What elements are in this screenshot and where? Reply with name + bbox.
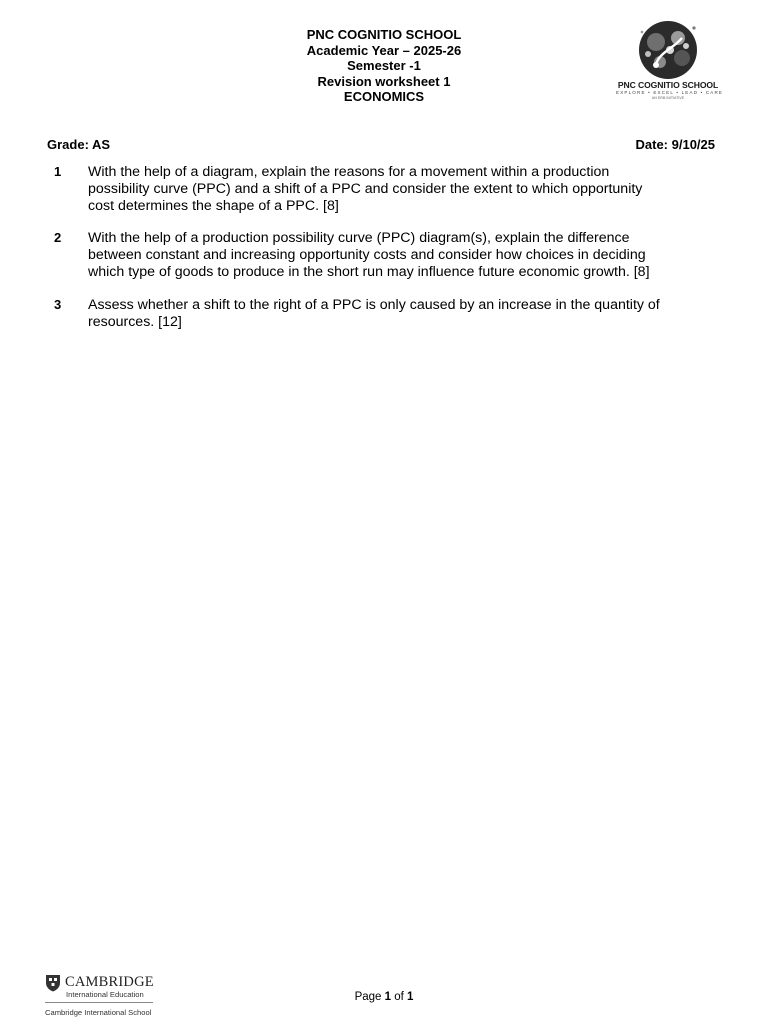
- page-of: of: [394, 991, 404, 1003]
- question-text: Assess whether a shift to the right of a PPC is only caused by an increase in the quantity of resources. [12]: [88, 296, 660, 330]
- page-number: [0, 991, 768, 1003]
- grade-label: Grade: AS: [47, 137, 111, 152]
- question-item: [0, 164, 768, 214]
- cambridge-school-label: Cambridge International School: [45, 1008, 152, 1017]
- question-number: 3: [54, 296, 62, 312]
- logo-emblem-icon: [616, 20, 720, 82]
- logo-school-name: PNC COGNITIO SCHOOL: [617, 80, 719, 90]
- question-item: [0, 297, 768, 331]
- question-text: With the help of a diagram, explain the reasons for a movement within a production possibility curve (PPC) and a shift of a PPC and consider the extent to which opportunity cost determines the shape of a PPC. [8]: [88, 164, 643, 214]
- cambridge-shield-icon: [45, 974, 61, 992]
- question-item: [0, 230, 768, 280]
- school-logo: [616, 20, 724, 102]
- page-total: 1: [407, 991, 414, 1003]
- page-prefix: Page: [354, 991, 382, 1003]
- page-current: 1: [384, 991, 392, 1003]
- logo-tagline: EXPLORE • EXCEL • LEAD • CARE: [616, 90, 724, 95]
- worksheet-title: Revision worksheet 1: [317, 73, 451, 89]
- question-number: 1: [54, 164, 62, 179]
- academic-year: Academic Year – 2025-26: [306, 42, 462, 58]
- question-list: [0, 164, 768, 346]
- logo-initiative: AN ERB INITIATIVE: [651, 96, 685, 100]
- question-text: With the help of a production possibility curve (PPC) diagram(s), explain the difference between constant and increasing opportunity costs and consider how choices in deciding which type of goods to produce in the short run may influence future economic growth. [8]: [88, 230, 650, 280]
- date-label: Date: 9/10/25: [635, 137, 715, 152]
- semester: Semester -1: [347, 58, 421, 73]
- subject: ECONOMICS: [343, 89, 425, 104]
- cambridge-name: CAMBRIDGE: [65, 974, 154, 990]
- school-name: PNC COGNITIO SCHOOL: [306, 27, 462, 42]
- question-number: 2: [54, 230, 62, 246]
- cambridge-education: International Education: [66, 990, 144, 999]
